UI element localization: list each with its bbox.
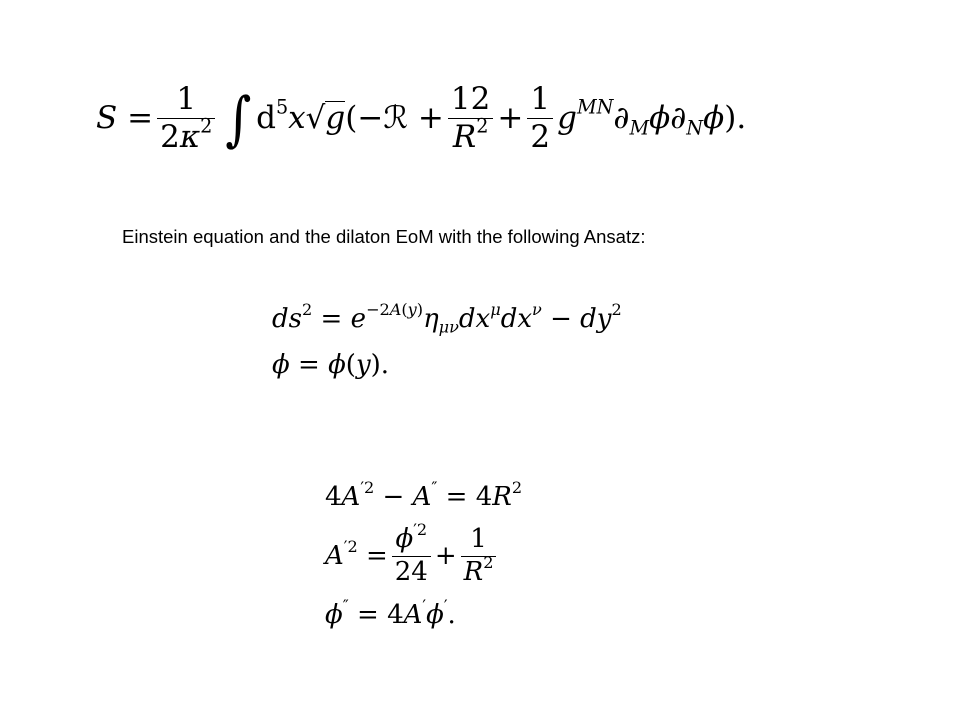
dilaton-fraction: $\frac{\phi^{'2}}{24}$	[392, 526, 431, 586]
eom-equation-1: $4A^{'2} - A'' = 4R^2$	[325, 477, 523, 512]
ansatz-dilaton-equation: ϕ = ϕ(y).	[272, 350, 390, 380]
action-equation: S = $\frac{1}{2\kappa^2}$ ∫ $d^5x$ √g (−ℛ + $\frac{12}{R^2}$ + $\frac{1}{2}$ $g^{MN}\partial_M\phi\partial_N\phi$).	[96, 80, 747, 155]
caption-text: Einstein equation and the dilaton EoM with the following Ansatz:	[122, 226, 646, 247]
eom-equation-2: $A^{'2}$ = $\frac{\phi^{'2}}{24}$ + $\frac{1}{R^2}$	[325, 520, 522, 592]
eom-equation-3: ϕ″ = 4A′ϕ′.	[325, 595, 456, 630]
inverse-radius-fraction: $\frac{1}{R^2}$	[461, 526, 497, 586]
cosmological-term-fraction: $\frac{12}{R^2}$	[448, 83, 493, 153]
coupling-fraction: $\frac{1}{2\kappa^2}$	[157, 83, 215, 153]
integral-sign: ∫	[225, 83, 252, 153]
ansatz-equations	[272, 296, 622, 388]
half-fraction: $\frac{1}{2}$	[527, 83, 553, 153]
ansatz-metric-equation: $ds^2 = e^{-2A(y)}\eta_{\mu\nu}dx^\mu dx^\nu - dy^2$	[272, 299, 622, 337]
equations-of-motion	[325, 474, 522, 638]
